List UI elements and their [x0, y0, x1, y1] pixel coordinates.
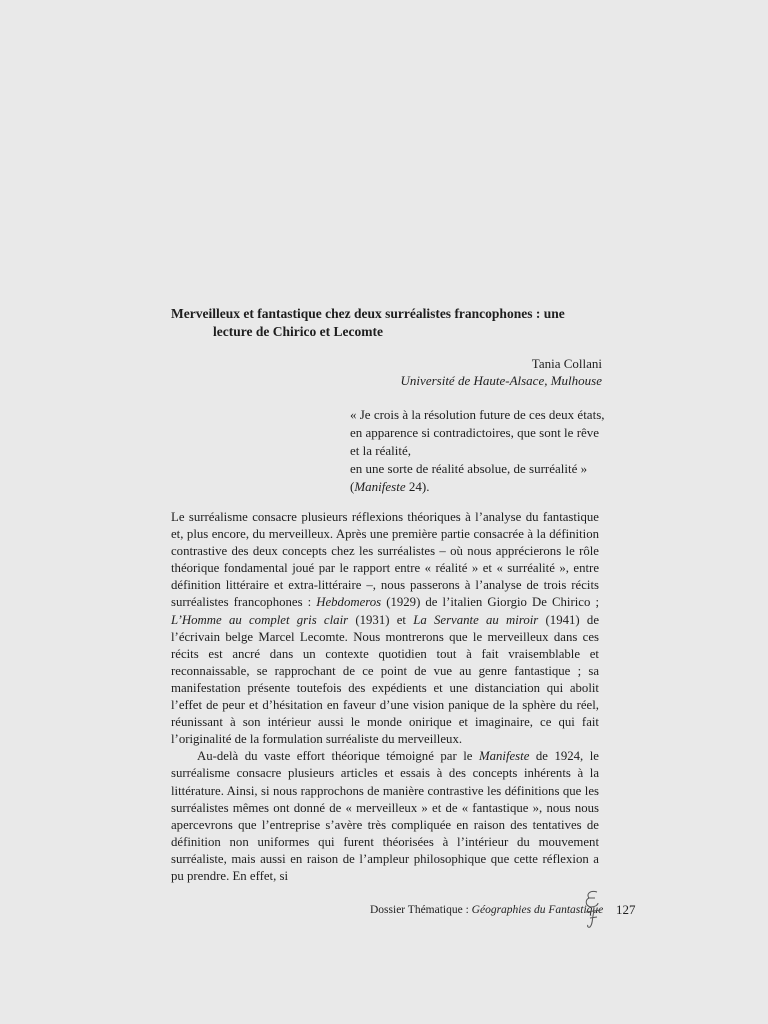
- dossier-title: Géographies du Fantastique: [471, 904, 604, 916]
- byline: [401, 355, 602, 389]
- epigraph-citation: (Manifeste 24).: [350, 479, 430, 494]
- work-title: L’Homme au complet gris clair: [171, 612, 349, 627]
- epigraph-line: et la réalité,: [350, 443, 411, 458]
- running-footer: Dossier Thématique : Géographies du Fantastique: [370, 904, 604, 916]
- paragraph: Le surréalisme consacre plusieurs réflexions théoriques à l’analyse du fantastique et, plus encore, du merveilleux. Après une première partie consacrée à la définition contrastive des deux concepts chez les surréalistes – où nous apprécierons le rôle théorique fondamental joué par le rapport entre « réalité » et « surréalité », entre définition littéraire et extra-littéraire –, nous passerons à l’analyse de trois récits surréalistes francophones : Hebdomeros (1929) de l’italien Giorgio De Chirico ; L’Homme au complet gris clair (1931) et La Servante au miroir (1941) de l’écrivain belge Marcel Lecomte. Nous montrerons que le merveilleux dans ces récits est ancré dans un contexte quotidien tout à fait vraisemblable et reconnaissable, se rapprochant de ce point de vue au genre fantastique ; sa manifestation présente toutefois des expédients et une distanciation qui abolit l’effet de peur et d’hésitation en faveur d’une vision panique de la sphère du réel, réunissant à son intérieur aussi le monde onirique et imaginaire, ce qui fait l’originalité de la formulation surréaliste du merveilleux.: [171, 510, 599, 747]
- work-title: Hebdomeros: [316, 595, 382, 610]
- work-title: La Servante au miroir: [413, 612, 539, 627]
- epigraph-line: « Je crois à la résolution future de ces deux états,: [350, 407, 605, 422]
- title-line-1: Merveilleux et fantastique chez deux surréalistes francophones : une: [171, 306, 565, 321]
- paragraph: Au-delà du vaste effort théorique témoigné par le Manifeste de 1924, le surréalisme consacre plusieurs articles et essais à des concepts inhérents à la littérature. Ainsi, si nous rapprochons de manière contrastive les définitions que les surréalistes mêmes ont donné de « merveilleux » et de « fantastique », nous nous apercevrons que l’entreprise s’avère très compliquée en raison des tentatives de définition non uniformes qui furent théorisées à l’intérieur du mouvement surréaliste, mais aussi en raison de l’ampleur philosophique que cette réflexion a pu prendre. En effet, si: [171, 749, 599, 883]
- work-title: Manifeste: [478, 749, 530, 764]
- page-number: 127: [616, 902, 636, 917]
- epigraph-line: en une sorte de réalité absolue, de surréalité »: [350, 461, 588, 476]
- author-name: Tania Collani: [531, 356, 602, 371]
- journal-logo-icon: [582, 888, 604, 930]
- author-affiliation: Université de Haute-Alsace, Mulhouse: [400, 373, 602, 388]
- epigraph-line: en apparence si contradictoires, que sont le rêve: [350, 425, 600, 440]
- title-line-2: lecture de Chirico et Lecomte: [213, 324, 383, 339]
- cited-work: Manifeste: [354, 479, 406, 494]
- article-title: [171, 305, 601, 341]
- article-body: [171, 509, 599, 885]
- page-footer: [360, 900, 636, 930]
- epigraph: [350, 406, 606, 496]
